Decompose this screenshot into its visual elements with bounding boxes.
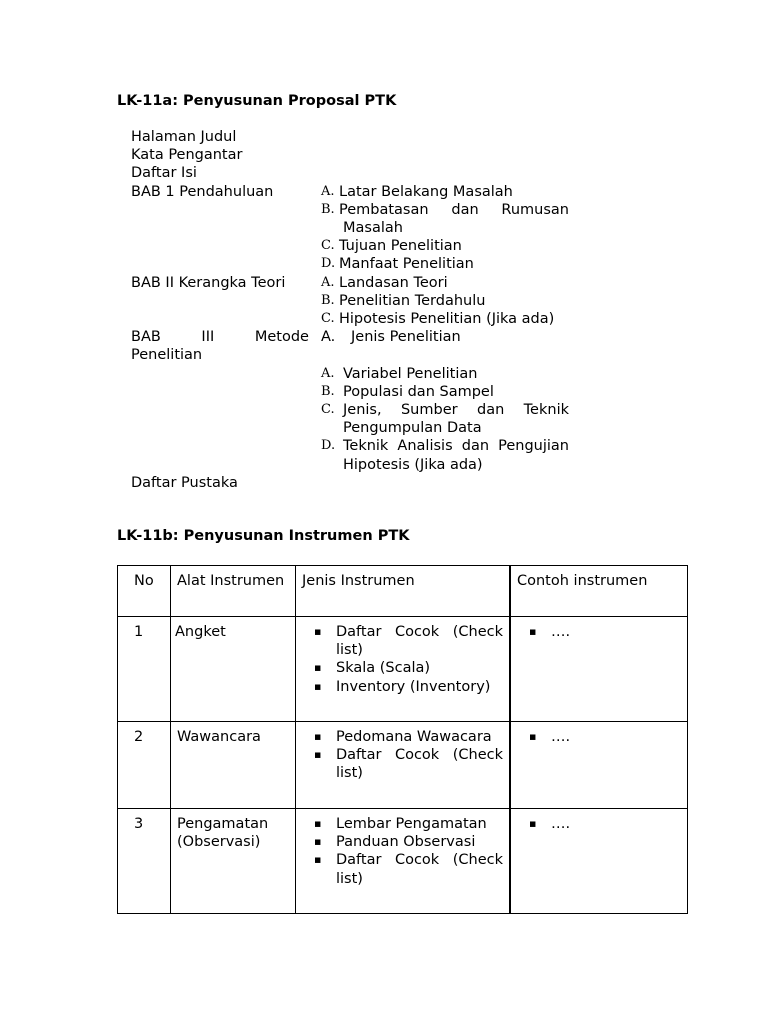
item-text: Pembatasan dan Rumusan Masalah xyxy=(339,201,569,237)
item-text: Hipotesis Penelitian (Jika ada) xyxy=(339,311,555,328)
outline-subitem xyxy=(321,274,569,292)
bab3-items xyxy=(321,328,569,364)
item-marker: D. xyxy=(321,256,336,272)
bab3-subitems xyxy=(321,365,569,474)
list-item-text: Daftar Cocok (Check list) xyxy=(336,624,503,659)
list-item-text: Inventory (Inventory) xyxy=(336,678,491,695)
table-header-row xyxy=(118,566,688,617)
item-marker: A. xyxy=(321,329,336,346)
list-item xyxy=(302,833,503,851)
outline-subitem xyxy=(321,383,569,401)
instrument-table xyxy=(117,565,688,914)
item-marker: B. xyxy=(321,292,335,308)
bab3-block xyxy=(131,328,571,364)
outline-subitem xyxy=(321,237,569,255)
outline-subitem xyxy=(321,365,569,383)
outline-subitem xyxy=(321,310,569,328)
bab3-label-part: Metode xyxy=(254,329,309,346)
list-item-text: Daftar Cocok (Check list) xyxy=(336,852,503,887)
bab1-block xyxy=(131,183,571,274)
list-item xyxy=(302,851,503,887)
row-number: 3 xyxy=(134,816,144,832)
table-row xyxy=(118,617,688,722)
header-cell: Jenis Instrumen xyxy=(296,566,511,617)
contoh-cell xyxy=(510,617,688,722)
item-text: Jenis Penelitian xyxy=(351,329,461,346)
bab2-label: BAB II Kerangka Teori xyxy=(131,274,286,291)
header-no: No xyxy=(134,573,154,589)
bab3-label-line2: Penelitian xyxy=(131,347,203,364)
item-text: Latar Belakang Masalah xyxy=(339,183,513,200)
item-marker: A. xyxy=(321,274,335,290)
alat-cell: Pengamatan (Observasi) xyxy=(171,809,296,914)
contoh-list xyxy=(517,815,681,833)
bab3-label-part: BAB xyxy=(131,329,161,346)
item-marker: C. xyxy=(321,238,335,254)
bab2-items xyxy=(321,274,569,329)
contoh-cell xyxy=(510,809,688,914)
bullet-icon: ▪ xyxy=(314,817,322,830)
proposal-outline xyxy=(131,128,571,492)
outline-subitem xyxy=(321,292,569,310)
no-cell xyxy=(118,617,171,722)
bab3-label-line1 xyxy=(131,328,309,346)
bullet-icon: ▪ xyxy=(314,625,322,638)
outline-subitem xyxy=(321,183,569,201)
header-cell xyxy=(118,566,171,617)
section-a-title: LK-11a: Penyusunan Proposal PTK xyxy=(117,93,397,109)
header-cell: Contoh instrumen xyxy=(510,566,688,617)
jenis-cell xyxy=(296,617,511,722)
item-marker: A. xyxy=(321,183,335,199)
jenis-list xyxy=(302,623,503,696)
table-row xyxy=(118,722,688,809)
item-text: Teknik Analisis dan Pengujian Hipotesis (Jika ada) xyxy=(343,438,569,473)
header-cell: Alat Instrumen xyxy=(171,566,296,617)
bullet-icon: ▪ xyxy=(529,625,537,638)
item-marker: A. xyxy=(321,365,335,381)
item-marker: C. xyxy=(321,402,335,418)
row-number: 2 xyxy=(134,729,144,745)
section-b-title: LK-11b: Penyusunan Instrumen PTK xyxy=(117,528,410,544)
jenis-cell xyxy=(296,809,511,914)
bullet-icon: ▪ xyxy=(314,853,322,867)
outline-subitem xyxy=(321,255,569,273)
item-text: Variabel Penelitian xyxy=(343,365,478,382)
item-marker: C. xyxy=(321,311,335,327)
outline-subitem xyxy=(321,437,569,473)
list-item-text: …. xyxy=(551,729,571,745)
item-text: Landasan Teori xyxy=(339,274,448,291)
jenis-cell xyxy=(296,722,511,809)
list-item xyxy=(302,746,503,782)
bullet-icon: ▪ xyxy=(314,661,322,675)
item-text: Manfaat Penelitian xyxy=(339,256,474,273)
list-item xyxy=(302,678,503,696)
list-item-text: Panduan Observasi xyxy=(336,834,476,851)
daftar-pustaka: Daftar Pustaka xyxy=(131,474,238,491)
item-text: Populasi dan Sampel xyxy=(343,383,494,400)
item-text: Tujuan Penelitian xyxy=(339,238,462,255)
list-item-text: Skala (Scala) xyxy=(336,660,431,677)
list-item xyxy=(302,728,503,746)
outline-subitem xyxy=(321,201,569,237)
list-item xyxy=(302,659,503,677)
bab3-label xyxy=(131,328,309,364)
list-item xyxy=(302,815,503,833)
no-cell xyxy=(118,809,171,914)
list-item xyxy=(302,623,503,659)
front-matter-item: Kata Pengantar xyxy=(131,147,243,164)
list-item xyxy=(517,623,681,641)
list-item xyxy=(517,728,681,746)
item-marker: B. xyxy=(321,201,335,217)
bab1-items xyxy=(321,183,569,274)
bab3-subitems-block xyxy=(131,365,571,474)
contoh-list xyxy=(517,623,681,641)
item-marker: D. xyxy=(321,438,336,454)
front-matter-item: Halaman Judul xyxy=(131,129,237,145)
row-number: 1 xyxy=(134,624,144,640)
bullet-icon: ▪ xyxy=(314,835,322,849)
list-item-text: Pedomana Wawacara xyxy=(336,729,492,745)
bullet-icon: ▪ xyxy=(314,748,322,762)
jenis-list xyxy=(302,815,503,888)
bullet-icon: ▪ xyxy=(529,817,537,830)
front-matter-item: Daftar Isi xyxy=(131,165,197,182)
bullet-icon: ▪ xyxy=(529,730,537,743)
no-cell xyxy=(118,722,171,809)
alat-cell: Wawancara xyxy=(171,722,296,809)
jenis-list xyxy=(302,728,503,783)
list-item-text: Lembar Pengamatan xyxy=(336,816,487,832)
item-text: Penelitian Terdahulu xyxy=(339,292,486,309)
bullet-icon: ▪ xyxy=(314,679,322,693)
list-item-text: …. xyxy=(551,624,571,640)
list-item xyxy=(517,815,681,833)
item-marker: B. xyxy=(321,383,335,399)
list-item-text: …. xyxy=(551,816,571,832)
outline-subitem xyxy=(321,328,569,346)
contoh-list xyxy=(517,728,681,746)
list-item-text: Daftar Cocok (Check list) xyxy=(336,747,503,782)
item-text: Jenis, Sumber dan Teknik Pengumpulan Data xyxy=(343,402,569,437)
outline-subitem xyxy=(321,401,569,437)
bullet-icon: ▪ xyxy=(314,730,322,743)
bab2-block xyxy=(131,274,571,329)
table-row xyxy=(118,809,688,914)
bab3-label-part: III xyxy=(201,329,215,346)
contoh-cell xyxy=(510,722,688,809)
alat-cell: Angket xyxy=(171,617,296,722)
bab1-label: BAB 1 Pendahuluan xyxy=(131,183,274,200)
